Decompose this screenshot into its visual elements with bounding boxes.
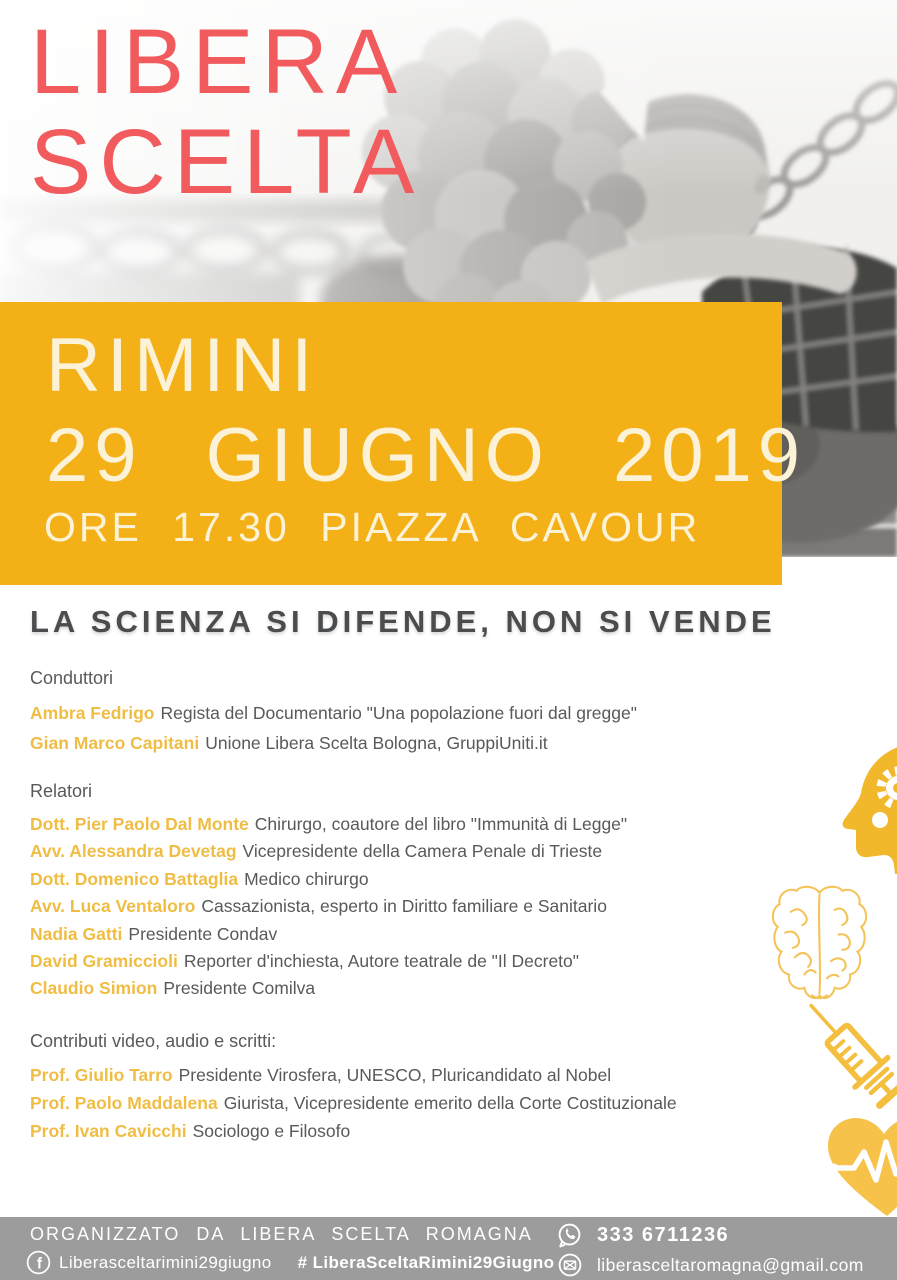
section-heading: Conduttori [30, 668, 114, 688]
section-heading: Contributi video, audio e scritti: [30, 1031, 277, 1051]
speaker-role: Sociologo e Filosofo [192, 1121, 351, 1141]
speaker-line [30, 975, 627, 1002]
speaker-line [30, 811, 627, 838]
heart-pulse-icon [822, 1116, 897, 1218]
speaker-role: Regista del Documentario "Una popolazione fuori dal gregge" [160, 703, 637, 723]
facebook-icon [26, 1250, 51, 1275]
speaker-line [30, 838, 627, 865]
speaker-name: Dott. Pier Paolo Dal Monte [30, 814, 249, 834]
facebook-row [26, 1250, 554, 1275]
email-address: liberasceltaromagna@gmail.com [597, 1254, 864, 1275]
speaker-line [30, 1089, 677, 1117]
speaker-role: Cassazionista, esperto in Diritto familiare e Sanitario [201, 896, 607, 917]
poster-title-line1: LIBERA [30, 11, 406, 113]
speaker-line [30, 1061, 677, 1089]
relatori-section [30, 779, 627, 1003]
facebook-handle: Liberasceltarimini29giugno [59, 1252, 272, 1272]
speaker-role: Presidente Virosfera, UNESCO, Pluricandidato al Nobel [178, 1065, 612, 1085]
section-heading: Relatori [30, 781, 93, 801]
email-row [557, 1252, 864, 1278]
speaker-role: Vicepresidente della Camera Penale di Trieste [242, 841, 603, 862]
speaker-line [30, 866, 627, 893]
speaker-name: Nadia Gatti [30, 923, 123, 944]
poster-slogan: LA SCIENZA SI DIFENDE, NON SI VENDE [30, 604, 776, 639]
phone-row [556, 1222, 729, 1249]
speaker-line [30, 1117, 677, 1145]
contributi-section [30, 1029, 677, 1145]
speaker-name: Claudio Simion [30, 978, 158, 999]
event-banner [0, 302, 807, 585]
speaker-role: Presidente Condav [128, 923, 278, 944]
speaker-line [30, 948, 627, 975]
footer-bar [0, 1217, 897, 1280]
head-gears-icon [826, 740, 897, 874]
organizer-text: ORGANIZZATO DA LIBERA SCELTA ROMAGNA [30, 1224, 533, 1244]
speaker-name: Avv. Luca Ventaloro [30, 896, 196, 917]
speaker-role: Giurista, Vicepresidente emerito della Corte Costituzionale [223, 1093, 677, 1113]
poster-title-line2: SCELTA [30, 111, 423, 213]
event-time-location: ORE 17.30 PIAZZA CAVOUR [44, 504, 701, 550]
email-icon [557, 1252, 583, 1278]
speaker-name: Prof. Paolo Maddalena [30, 1093, 218, 1113]
speaker-role: Chirurgo, coautore del libro "Immunità di Legge" [254, 814, 628, 834]
poster-title [30, 12, 422, 212]
speaker-line [30, 698, 637, 728]
event-city: RIMINI [46, 323, 319, 408]
speaker-name: Avv. Alessandra Devetag [30, 841, 237, 862]
speaker-name: Ambra Fedrigo [30, 703, 155, 723]
speaker-name: Gian Marco Capitani [30, 733, 200, 753]
speaker-name: Prof. Ivan Cavicchi [30, 1121, 187, 1141]
event-hashtag: # LiberaSceltaRimini29Giugno [297, 1252, 555, 1272]
brain-icon [772, 880, 867, 1010]
speaker-role: Medico chirurgo [244, 868, 369, 889]
speaker-name: Prof. Giulio Tarro [30, 1065, 173, 1085]
phone-number: 333 6711236 [597, 1224, 730, 1246]
speaker-role: Reporter d'inchiesta, Autore teatrale de "Il Decreto" [183, 951, 579, 972]
speaker-name: Dott. Domenico Battaglia [30, 868, 239, 889]
speaker-line [30, 921, 627, 948]
speaker-name: David Gramiccioli [30, 951, 178, 972]
syringe-icon [800, 1000, 897, 1125]
whatsapp-icon [556, 1222, 583, 1249]
speaker-line [30, 893, 627, 920]
event-date: 29 GIUGNO 2019 [46, 413, 807, 498]
speaker-line [30, 728, 637, 758]
speaker-role: Presidente Comilva [163, 978, 316, 999]
svg-text:f: f [36, 1255, 43, 1273]
speaker-role: Unione Libera Scelta Bologna, GruppiUniti.it [205, 733, 548, 753]
conduttori-section [30, 666, 637, 758]
